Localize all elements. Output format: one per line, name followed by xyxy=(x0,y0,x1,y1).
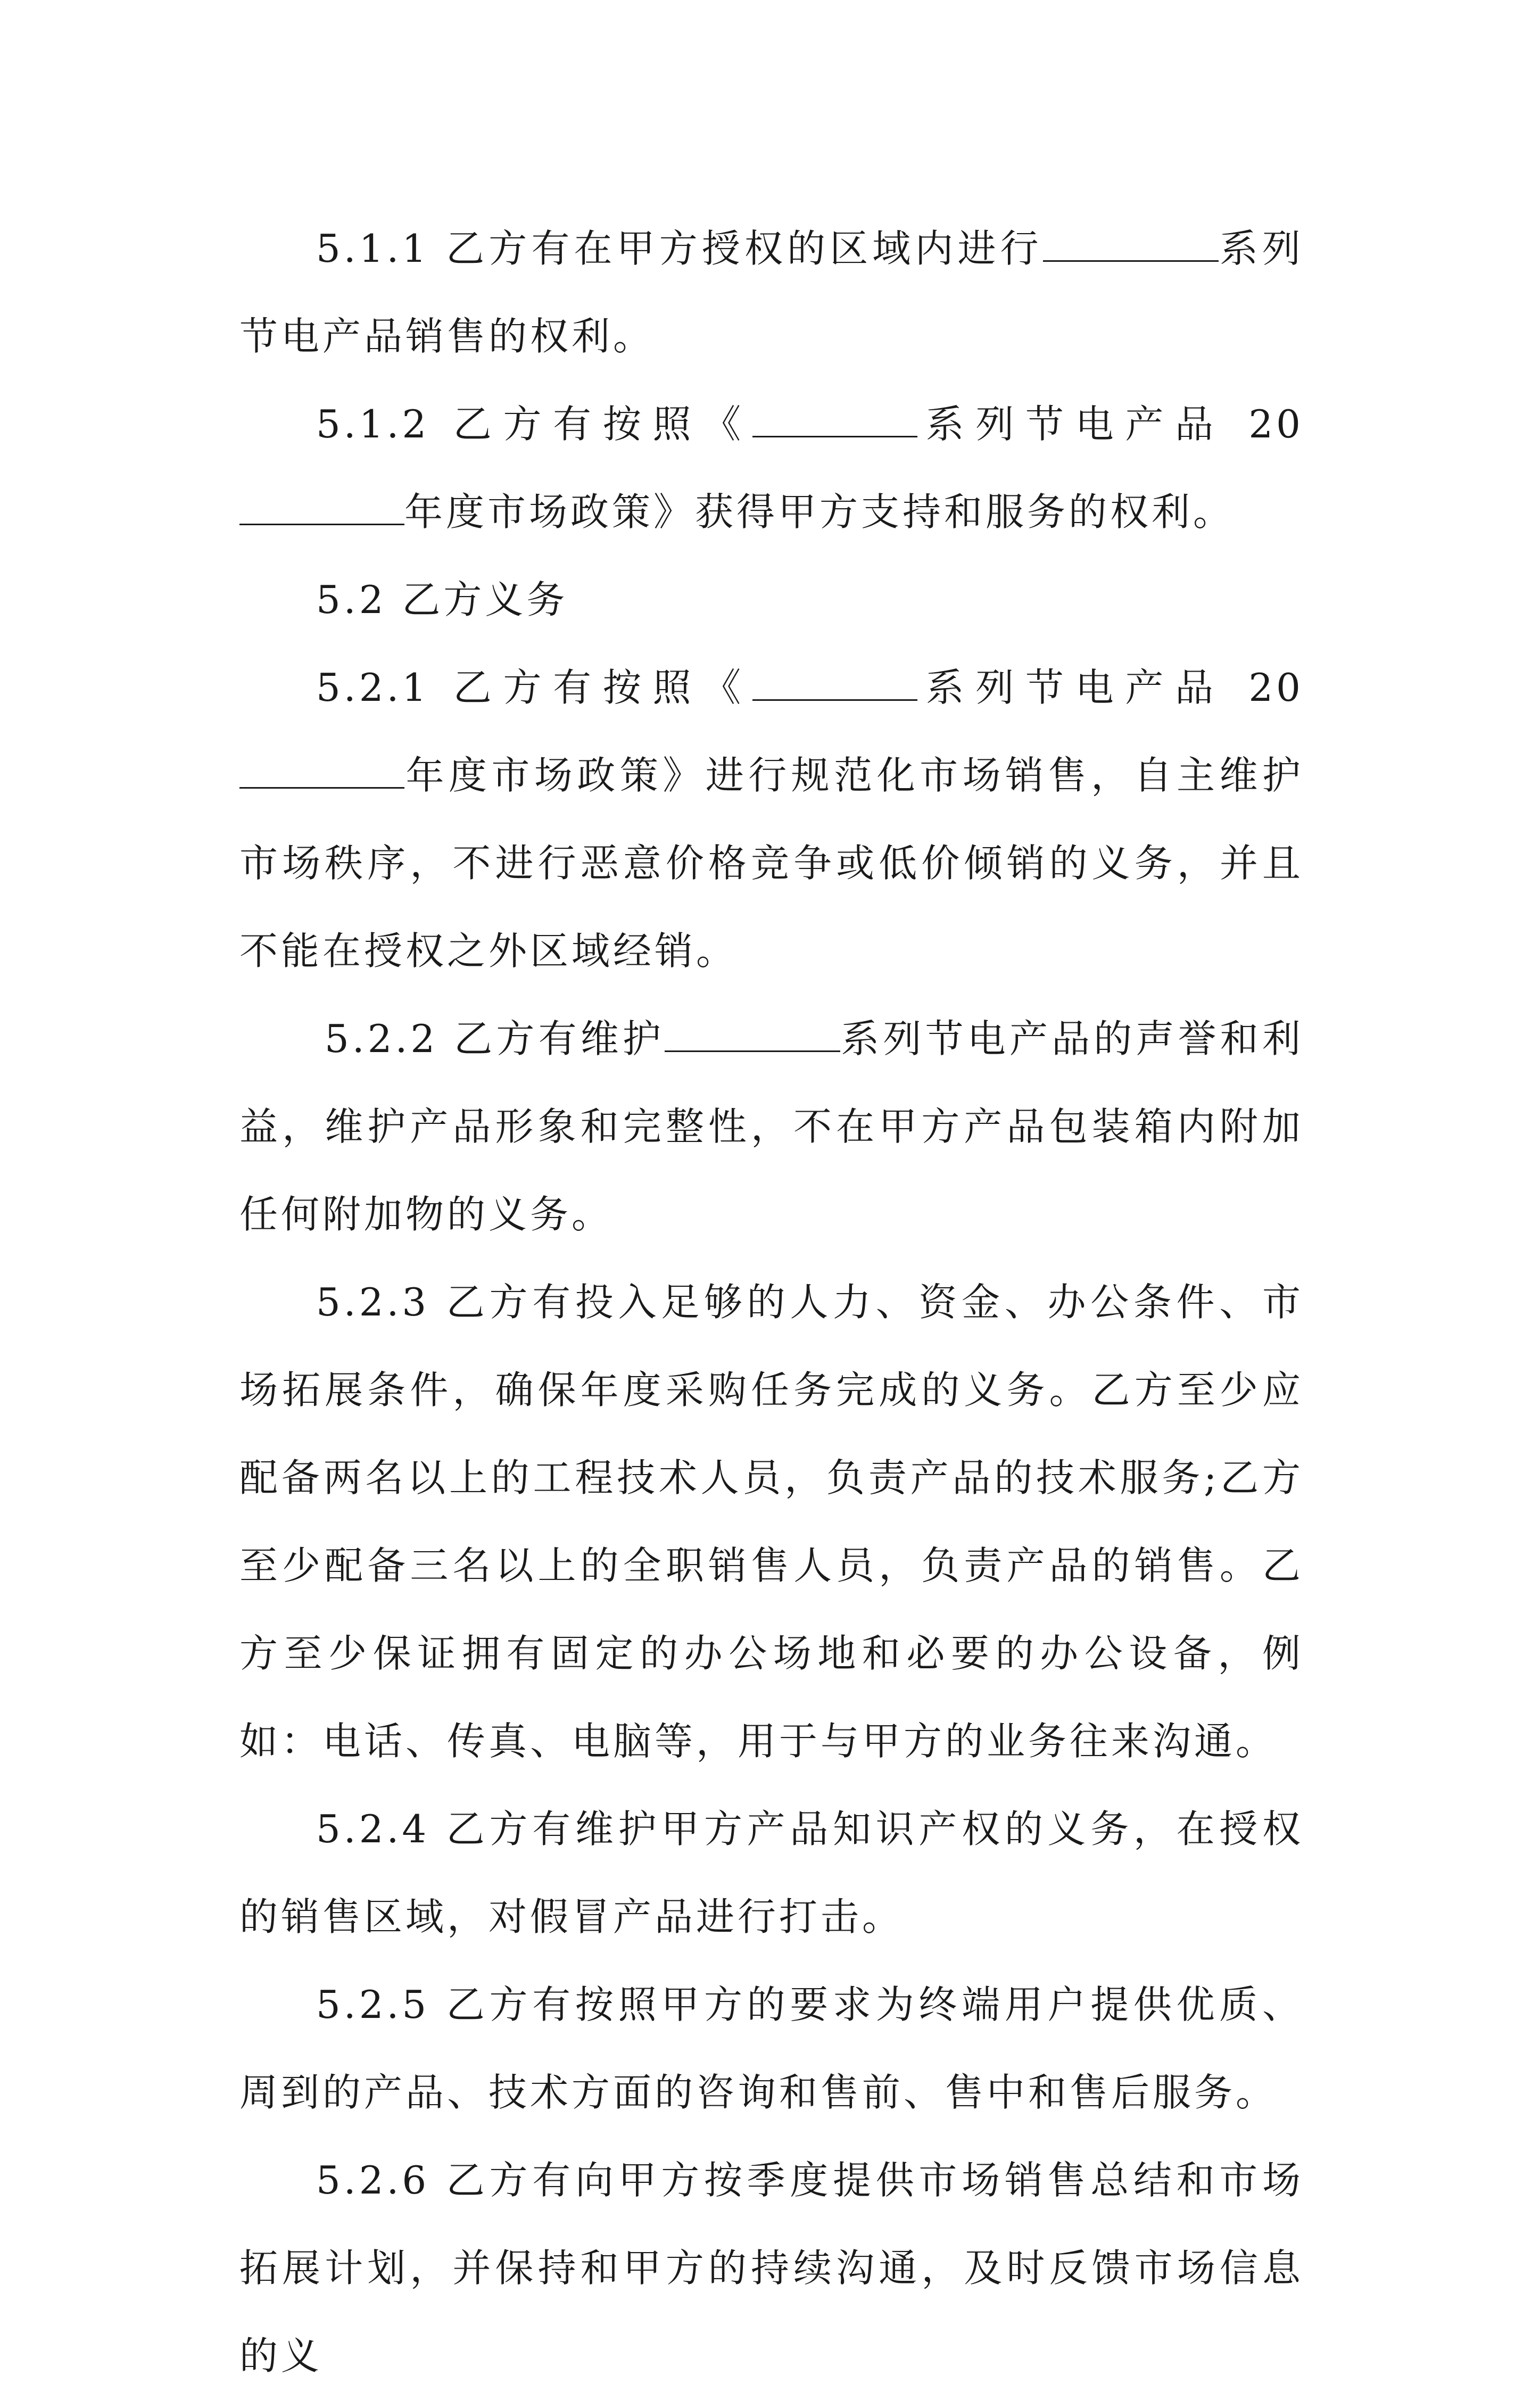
clause-text: 系列节电产品 20 xyxy=(917,665,1304,710)
clause-5-2-6: 5.2.6 乙方有向甲方按季度提供市场销售总结和市场拓展计划，并保持和甲方的持续沟通，及时反馈市场信息的义 xyxy=(239,2158,1304,2378)
fill-blank xyxy=(752,667,917,701)
clause-text: 5.2.2 乙方有维护 xyxy=(325,1016,665,1061)
clause-text: 5.2.1 乙方有按照《 xyxy=(316,665,752,710)
fill-blank xyxy=(1043,228,1219,262)
clause-text: 系列节电产品的声誉和利益，维护产品形象和完整性，不在甲方产品包装箱内附加任何附加物的义务。 xyxy=(239,1016,1304,1237)
clause-text: 系列节电产品 20 xyxy=(917,402,1304,446)
fill-blank xyxy=(239,755,404,789)
document-body xyxy=(239,205,1304,2400)
clause-5-2-3: 5.2.3 乙方有投入足够的人力、资金、办公条件、市场拓展条件，确保年度采购任务完成的义务。乙方至少应配备两名以上的工程技术人员，负责产品的技术服务;乙方至少配备三名以上的全职销售人员，负责产品的销售。乙方至少保证拥有固定的办公场地和必要的办公设备，例如：电话、传真、电脑等，用于与甲方的业务往来沟通。 xyxy=(239,1280,1304,1764)
fill-blank xyxy=(239,492,404,525)
clause-5-2-2 xyxy=(239,995,1304,1259)
fill-blank xyxy=(665,1019,840,1052)
clause-5-1-2 xyxy=(239,380,1304,556)
clause-5-1-1 xyxy=(239,205,1304,380)
clause-text: 5.1.2 乙方有按照《 xyxy=(316,402,752,446)
clause-text: 系列节电产品销售的权利。 xyxy=(239,226,1304,359)
clause-text: 年度市场政策》获得甲方支持和服务的权利。 xyxy=(404,490,1235,534)
fill-blank xyxy=(752,404,917,437)
clause-5-2-5: 5.2.5 乙方有按照甲方的要求为终端用户提供优质、周到的产品、技术方面的咨询和售前、售中和售后服务。 xyxy=(239,1982,1304,2115)
clause-5-2-1 xyxy=(239,644,1304,995)
clause-text: 5.1.1 乙方有在甲方授权的区域内进行 xyxy=(316,226,1043,271)
section-heading-5-2: 5.2 乙方义务 xyxy=(316,577,568,622)
clause-5-2-4: 5.2.4 乙方有维护甲方产品知识产权的义务，在授权的销售区域，对假冒产品进行打击。 xyxy=(239,1807,1304,1939)
clause-text: 年度市场政策》进行规范化市场销售，自主维护市场秩序，不进行恶意价格竞争或低价倾销的义务，并且不能在授权之外区域经销。 xyxy=(239,753,1304,973)
